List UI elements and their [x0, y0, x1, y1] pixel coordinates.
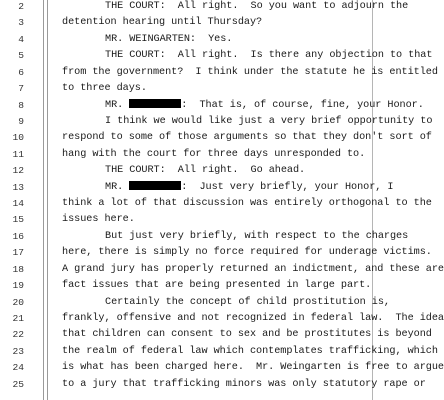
line-number: 7	[18, 83, 24, 95]
line-number: 16	[12, 230, 24, 242]
line-text: think a lot of that discussion was entirely orthogonal to the	[62, 198, 432, 210]
transcript-line	[0, 360, 444, 376]
transcript-line	[0, 32, 400, 48]
transcript-line	[0, 65, 438, 81]
line-text: to three days.	[62, 83, 147, 95]
line-number: 15	[12, 214, 24, 226]
line-number: 20	[12, 296, 24, 308]
transcript-line	[0, 344, 438, 360]
transcript-line	[0, 212, 400, 228]
line-number: 6	[18, 66, 24, 78]
line-number: 24	[12, 362, 24, 374]
line-number: 19	[12, 280, 24, 292]
line-text: THE COURT: All right. Is there any objection to that	[105, 50, 433, 62]
line-text: THE COURT: All right. Go ahead.	[105, 165, 306, 177]
line-text: hang with the court for three days unresponded to.	[62, 148, 366, 160]
transcript-line	[0, 98, 424, 114]
transcript-line	[0, 295, 400, 311]
line-text: I think we would like just a very brief opportunity to	[105, 115, 433, 127]
line-number: 9	[18, 115, 24, 127]
redaction-bar	[129, 99, 181, 108]
line-number: 4	[18, 33, 24, 45]
line-text: Certainly the concept of child prostitution is,	[105, 296, 390, 308]
line-text: THE COURT: All right. So you want to adjourn the	[105, 1, 409, 12]
line-text	[105, 98, 424, 114]
line-text: to a jury that trafficking minors was only statutory rape or	[62, 378, 426, 390]
transcript-line	[0, 48, 433, 64]
redaction-bar	[129, 181, 181, 190]
line-text: here, there is simply no force required for underage victims.	[62, 247, 432, 259]
transcript-line	[0, 15, 400, 31]
line-number: 21	[12, 312, 24, 324]
line-number: 14	[12, 198, 24, 210]
line-number: 13	[12, 181, 24, 193]
line-number: 17	[12, 247, 24, 259]
transcript-line	[0, 278, 400, 294]
transcript-line	[0, 81, 400, 97]
transcript-line	[0, 147, 400, 163]
line-text: But just very briefly, with respect to the charges	[105, 230, 409, 242]
transcript-line	[0, 114, 433, 130]
line-text	[105, 180, 394, 196]
transcript-line	[0, 229, 409, 245]
speech-text: : Just very briefly, your Honor, I	[181, 181, 394, 193]
line-text: A grand jury has properly returned an indictment, and these are	[62, 263, 444, 275]
line-text: detention hearing until Thursday?	[62, 17, 263, 29]
speaker-prefix: MR.	[105, 181, 130, 193]
line-text: fact issues that are being presented in large part.	[62, 280, 372, 292]
line-text: issues here.	[62, 214, 135, 226]
line-number: 8	[18, 99, 24, 111]
line-number: 12	[12, 165, 24, 177]
line-text: is what has been charged here. Mr. Weingarten is free to argue	[62, 362, 444, 374]
line-number: 2	[18, 1, 24, 12]
line-number: 23	[12, 345, 24, 357]
transcript-line	[0, 311, 444, 327]
transcript-line	[0, 163, 400, 179]
line-number: 22	[12, 329, 24, 341]
line-number: 25	[12, 378, 24, 390]
transcript-line	[0, 377, 426, 393]
speaker-prefix: MR.	[105, 99, 130, 111]
line-text: from the government? I think under the statute he is entitled	[62, 66, 438, 78]
line-text: respond to some of those arguments so that they don't sort of	[62, 132, 432, 144]
line-number: 5	[18, 50, 24, 62]
line-number: 3	[18, 17, 24, 29]
line-text: that children can consent to sex and be prostitutes is beyond	[62, 329, 432, 341]
line-number: 10	[12, 132, 24, 144]
line-text: the realm of federal law which contemplates trafficking, which	[62, 345, 438, 357]
transcript-line	[0, 262, 444, 278]
transcript-line	[0, 130, 432, 146]
transcript-line	[0, 327, 432, 343]
line-number: 18	[12, 263, 24, 275]
speech-text: : That is, of course, fine, your Honor.	[181, 99, 424, 111]
transcript-line	[0, 196, 432, 212]
transcript-line	[0, 0, 409, 15]
line-number: 11	[12, 148, 24, 160]
transcript-line	[0, 180, 400, 196]
line-text: MR. WEINGARTEN: Yes.	[105, 33, 233, 45]
line-text: frankly, offensive and not recognized in federal law. The idea	[62, 312, 444, 324]
transcript-line	[0, 245, 432, 261]
